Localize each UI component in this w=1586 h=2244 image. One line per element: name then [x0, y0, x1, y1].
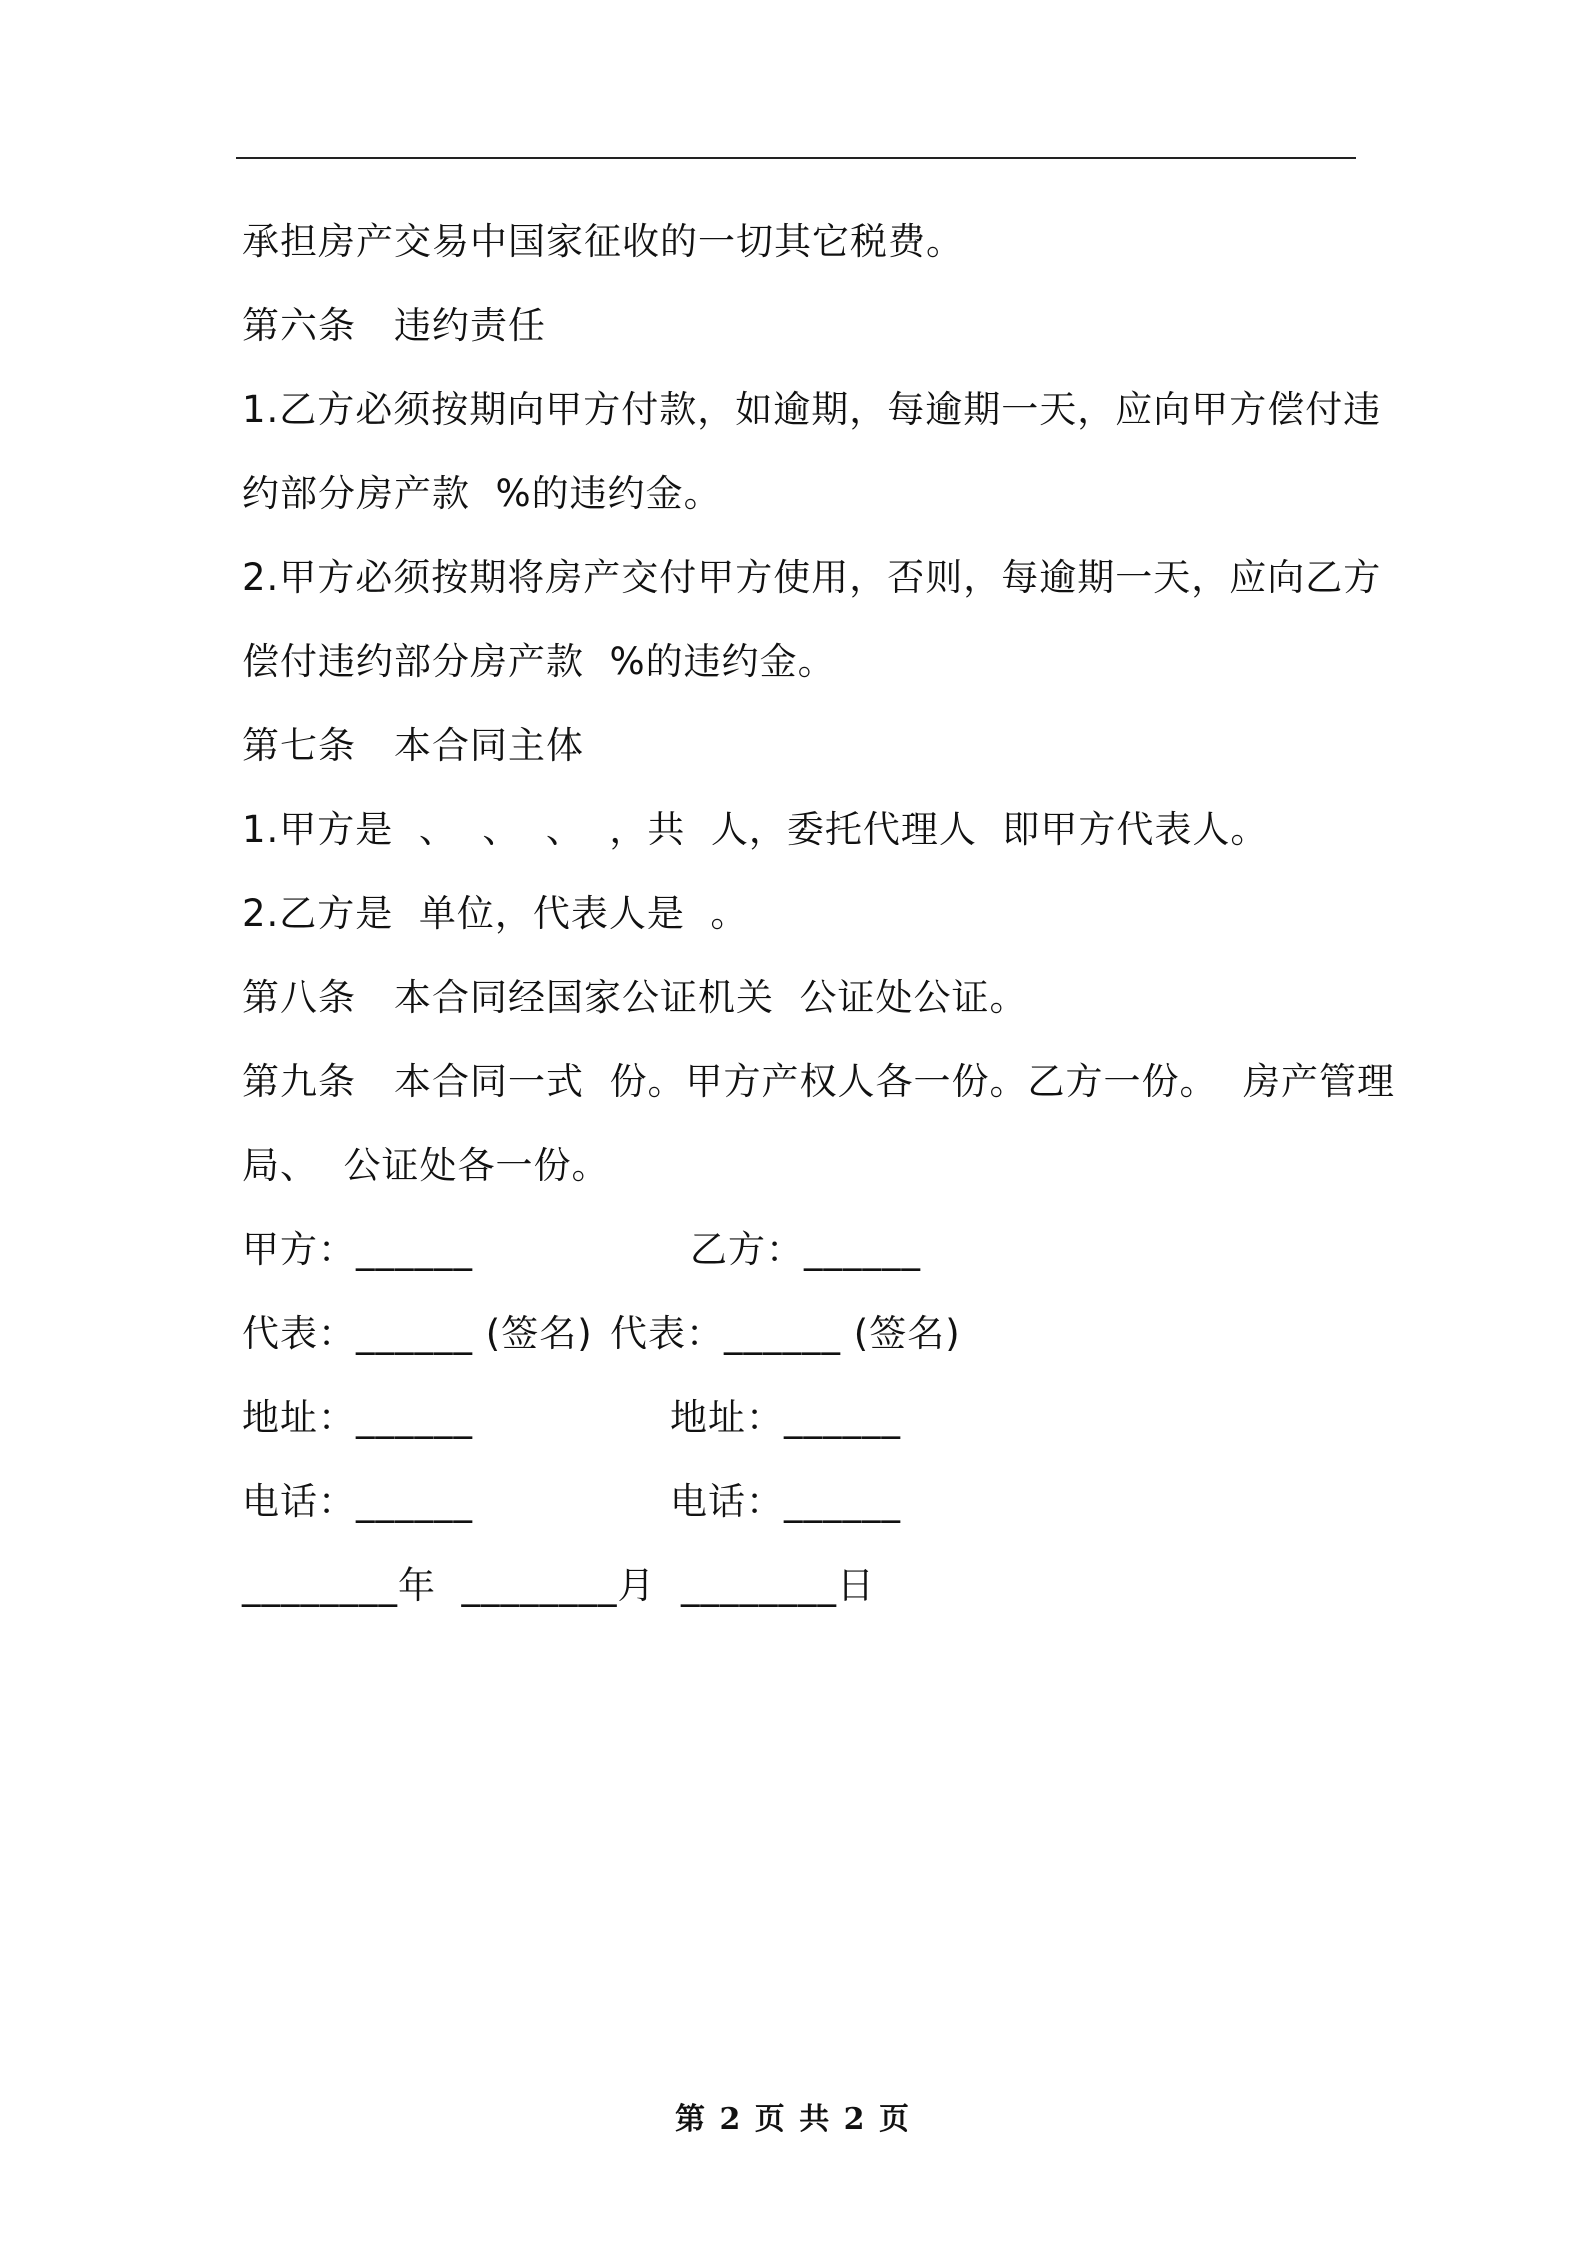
party-b-field: 乙方：______: [690, 1228, 921, 1271]
rep-b-field: 代表：______ (签名): [610, 1312, 961, 1355]
address-b-field: 地址：______: [670, 1396, 901, 1439]
signature-phone-row: [242, 1460, 1362, 1544]
date-line: ________年 ________月 ________日: [242, 1564, 876, 1607]
phone-b-field: 电话：______: [670, 1480, 901, 1523]
article-6-clause-1-line-1: 1.乙方必须按期向甲方付款，如逾期，每逾期一天，应向甲方偿付违: [242, 388, 1382, 431]
page-number: 第 2 页 共 2 页: [675, 2102, 911, 2137]
signature-rep-row: [242, 1292, 1362, 1376]
article-7-heading: 第七条 本合同主体: [242, 724, 584, 767]
article-6-clause-2-line-1: 2.甲方必须按期将房产交付甲方使用，否则，每逾期一天，应向乙方: [242, 556, 1382, 599]
article-8: 第八条 本合同经国家公证机关 公证处公证。: [242, 976, 1028, 1019]
document-body: [242, 200, 1396, 1628]
rep-a-field: 代表：______ (签名): [242, 1312, 593, 1355]
article-6-clause-1-line-2: 约部分房产款 %的违约金。: [242, 472, 722, 515]
article-7-clause-2: 2.乙方是 单位，代表人是 。: [242, 892, 749, 935]
article-9-line-1: 第九条 本合同一式 份。甲方产权人各一份。乙方一份。 房产管理: [242, 1060, 1396, 1103]
paragraph-taxes: 承担房产交易中国家征收的一切其它税费。: [242, 220, 964, 263]
address-a-field: 地址：______: [242, 1396, 473, 1439]
signature-party-row: [242, 1208, 1362, 1292]
phone-a-field: 电话：______: [242, 1480, 473, 1523]
article-6-heading: 第六条 违约责任: [242, 304, 546, 347]
signature-address-row: [242, 1376, 1362, 1460]
article-7-clause-1: 1.甲方是 、 、 、 ，共 人，委托代理人 即甲方代表人。: [242, 808, 1269, 851]
party-a-field: 甲方：______: [242, 1228, 473, 1271]
header-rule: [236, 157, 1356, 159]
article-9-line-2: 局、 公证处各一份。: [242, 1144, 610, 1187]
article-6-clause-2-line-2: 偿付违约部分房产款 %的违约金。: [242, 640, 836, 683]
